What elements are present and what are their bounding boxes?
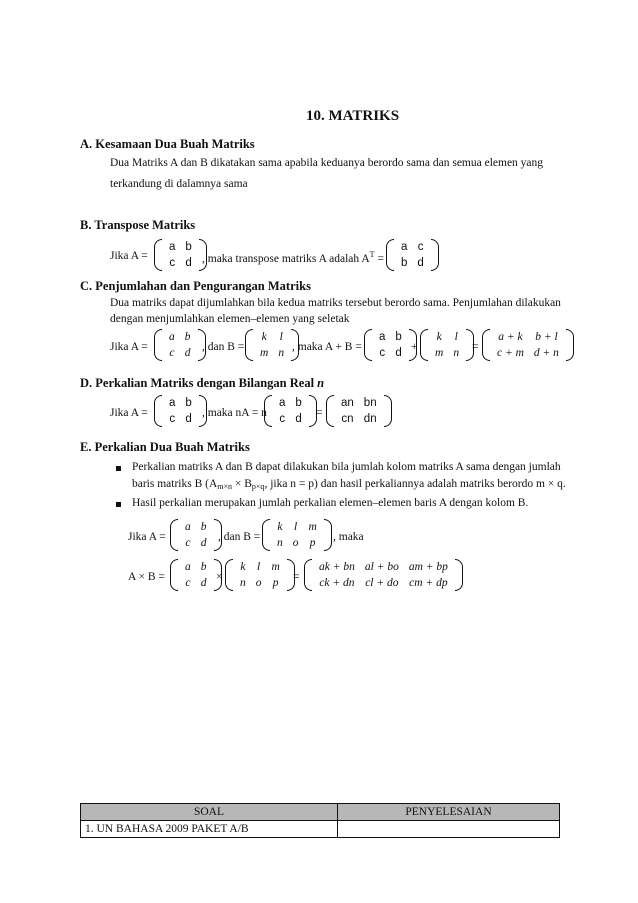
matrix-c-b2 [420,329,474,361]
matrix-cell: d [200,577,207,589]
matrix-cell: al + bo [364,561,399,573]
section-e-danb: , dan B = [218,531,261,543]
matrix-e-a [170,519,222,551]
section-a-text-2: terkandung di dalamnya sama [110,178,248,190]
matrix-cell: b [295,397,302,409]
matrix-cell: k [240,561,246,573]
matrix-cell: a [185,561,191,573]
matrix-cell: l [294,521,298,533]
section-c-eq: = [472,341,479,353]
matrix-cell: b [185,397,192,409]
matrix-cell: b [200,521,207,533]
matrix-cell: k [436,331,442,343]
section-d-jika: Jika A = [110,407,148,419]
section-e-axb: A × B = [128,571,165,583]
matrix-cell: c [279,413,286,425]
section-d-maka: , maka nA = n [202,407,267,419]
section-c-maka: , maka A + B = [292,341,362,353]
matrix-cell: m [308,521,317,533]
matrix-c-sum [482,329,574,361]
matrix-cell: cm + dp [409,577,448,589]
section-a-text-1: Dua Matriks A dan B dikatakan sama apabila keduanya berordo sama dan semua elemen yang [110,157,544,169]
matrix-cell: b [395,331,402,343]
section-c-plus: + [411,341,418,353]
matrix-c-b [245,329,299,361]
section-e-jika: Jika A = [128,531,166,543]
matrix-cell: c [185,537,191,549]
matrix-c-a [154,329,206,361]
matrix-cell: d [185,413,192,425]
matrix-cell: d [395,347,402,359]
bullet-icon [116,466,121,471]
matrix-cell: ak + bn [319,561,355,573]
matrix-cell: l [454,331,458,343]
matrix-cell: o [292,537,299,549]
matrix-cell: m [435,347,444,359]
page-title: 10. MATRIKS [306,108,400,124]
matrix-cell: cl + do [365,577,399,589]
matrix-e-b2 [225,559,295,591]
matrix-cell: a [379,331,386,343]
table-row [81,821,560,838]
matrix-cell: cn [341,413,354,425]
matrix-cell: d [185,257,192,269]
matrix-cell: b [401,257,408,269]
matrix-cell: c [417,241,424,253]
section-b-heading: B. Transpose Matriks [80,218,196,232]
matrix-cell: dn [363,413,377,425]
matrix-cell: d [200,537,207,549]
matrix-b-a [154,239,207,271]
bullet-icon [116,502,121,507]
matrix-cell: a [169,331,175,343]
matrix-cell: bn [363,397,377,409]
section-c-text-1: Dua matriks dapat dijumlahkan bila kedua matriks tersebut berordo sama. Penjumlahan dilakukan [110,297,561,309]
matrix-cell: n [240,577,246,589]
matrix-cell: am + bp [408,561,448,573]
table-header-soal: SOAL [81,804,338,821]
section-e-heading: E. Perkalian Dua Buah Matriks [80,440,250,454]
matrix-cell: a [169,241,176,253]
matrix-e-b [262,519,332,551]
matrix-cell: n [277,537,283,549]
matrix-cell: l [257,561,261,573]
section-b-mid: , maka transpose matriks A adalah $A^T$ = [202,250,384,265]
matrix-cell: ck + dn [319,577,355,589]
section-e-bullet-1-line-2: baris matriks B ($A_{m\times n} \times B_{p\times q}$, jika n = p) dan hasil perkaliannya adalah matriks berordo m × q. [132,478,566,491]
section-e-bullet-2: Hasil perkalian merupakan jumlah perkalian elemen–elemen baris A dengan kolom B. [132,497,529,509]
matrix-cell: m [271,561,280,573]
matrix-b-at [386,239,439,271]
matrix-c-a2 [364,329,417,361]
section-d-heading: D. Perkalian Matriks dengan Bilangan Real n [80,376,325,390]
matrix-cell: a [279,397,286,409]
matrix-d-a2 [264,395,317,427]
section-e-eq: = [293,571,300,583]
matrix-cell: a [185,521,191,533]
matrix-cell: b [200,561,207,573]
section-c-text-2: dengan menjumlahkan elemen–elemen yang seletak [110,313,350,325]
matrix-cell: c [185,577,191,589]
soal-table [80,803,560,838]
matrix-d-n [326,395,392,427]
matrix-cell: n [278,347,285,359]
section-c-danb: , dan B = [202,341,245,353]
matrix-cell: l [279,331,283,343]
matrix-cell: c [379,347,386,359]
matrix-cell: k [261,331,267,343]
matrix-e-result [304,559,463,591]
matrix-cell: m [260,347,269,359]
matrix-cell: c [169,413,176,425]
matrix-cell: d [417,257,424,269]
section-d-eq: = [316,407,323,419]
table-header-penyelesaian: PENYELESAIAN [338,804,560,821]
matrix-cell: an [341,397,354,409]
section-e-bullet-1-line-1: Perkalian matriks A dan B dapat dilakukan bila jumlah kolom matriks A sama dengan jumlah [132,461,561,473]
matrix-cell: o [255,577,262,589]
matrix-cell: c [169,257,176,269]
matrix-cell: a [401,241,408,253]
section-a-heading: A. Kesamaan Dua Buah Matriks [80,137,255,151]
table-cell-penyelesaian [338,821,560,838]
matrix-cell: c [169,347,175,359]
matrix-e-a2 [170,559,222,591]
matrix-cell: d [184,347,191,359]
section-e-times: × [216,571,223,583]
matrix-cell: b + l [535,331,558,343]
matrix-cell: p [272,577,279,589]
section-c-jika: Jika A = [110,341,148,353]
table-header-row [81,804,560,821]
matrix-cell: b [185,241,192,253]
matrix-d-a [154,395,207,427]
matrix-cell: c + m [497,347,524,359]
section-c-heading: C. Penjumlahan dan Pengurangan Matriks [80,279,311,293]
matrix-cell: a + k [498,331,523,343]
section-b-jika: Jika A = [110,250,148,262]
matrix-cell: d + n [533,347,559,359]
table-cell-soal: 1. UN BAHASA 2009 PAKET A/B [81,821,338,838]
matrix-cell: n [453,347,460,359]
matrix-cell: a [169,397,176,409]
matrix-cell: p [309,537,316,549]
matrix-cell: k [277,521,283,533]
section-e-maka: , maka [333,531,364,543]
matrix-cell: b [184,331,191,343]
matrix-cell: d [295,413,302,425]
